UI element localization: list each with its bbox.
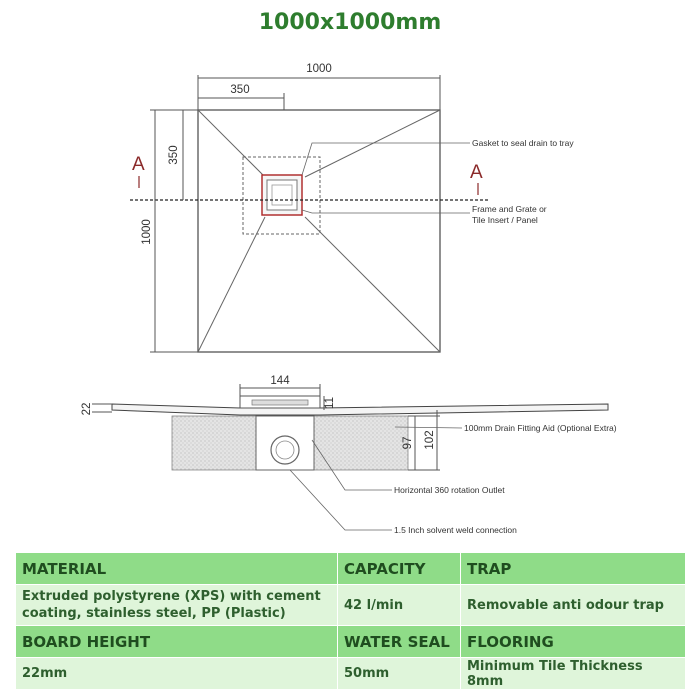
spec-value-material: Extruded polystyrene (XPS) with cement coating, stainless steel, PP (Plastic) [16, 585, 338, 626]
dim-102-label: 102 [424, 430, 436, 450]
spec-header-water-seal: WATER SEAL [338, 626, 461, 658]
section-marker-right: A [470, 162, 483, 183]
page-title: 1000x1000mm [258, 10, 442, 35]
board-profile [112, 404, 608, 415]
dim-height-label: 1000 [141, 219, 153, 245]
dim-board-label: 22 [81, 402, 93, 416]
section-marker-left: A [132, 154, 145, 175]
spec-value-row [16, 585, 686, 626]
drain-trap [272, 185, 292, 205]
callout-fitting-aid: 100mm Drain Fitting Aid (Optional Extra) [464, 423, 617, 433]
spec-header-capacity: CAPACITY [338, 553, 461, 585]
dim-drain-y-label: 350 [168, 145, 180, 165]
spec-header-flooring: FLOORING [461, 626, 686, 658]
dim-11-label: 11 [324, 397, 336, 409]
dim-drain-x-label: 350 [230, 84, 250, 96]
grate-insert [252, 400, 308, 405]
callout-outlet: Horizontal 360 rotation Outlet [394, 485, 505, 495]
spec-value-flooring: Minimum Tile Thickness 8mm [461, 658, 686, 690]
spec-header-material: MATERIAL [16, 553, 338, 585]
spec-header-trap: TRAP [461, 553, 686, 585]
spec-header-row [16, 626, 686, 658]
callout-solvent: 1.5 Inch solvent weld connection [394, 525, 517, 535]
section-view [81, 375, 617, 535]
callout-frame-line1: Frame and Grate or [472, 204, 547, 214]
spec-value-water-seal: 50mm [338, 658, 461, 690]
plan-view [130, 63, 574, 352]
spec-table [15, 552, 686, 690]
callout-leader [290, 470, 392, 530]
spec-value-trap: Removable anti odour trap [461, 585, 686, 626]
drain-outlet-inner [276, 441, 294, 459]
callout-frame-line2: Tile Insert / Panel [472, 215, 538, 225]
callout-gasket: Gasket to seal drain to tray [472, 138, 574, 148]
spec-header-board-height: BOARD HEIGHT [16, 626, 338, 658]
dim-97-label: 97 [402, 436, 414, 450]
spec-header-row [16, 553, 686, 585]
dim-grate-label: 144 [270, 375, 290, 387]
spec-value-row [16, 658, 686, 690]
dim-width-label: 1000 [306, 63, 332, 75]
spec-value-capacity: 42 l/min [338, 585, 461, 626]
spec-value-board-height: 22mm [16, 658, 338, 690]
